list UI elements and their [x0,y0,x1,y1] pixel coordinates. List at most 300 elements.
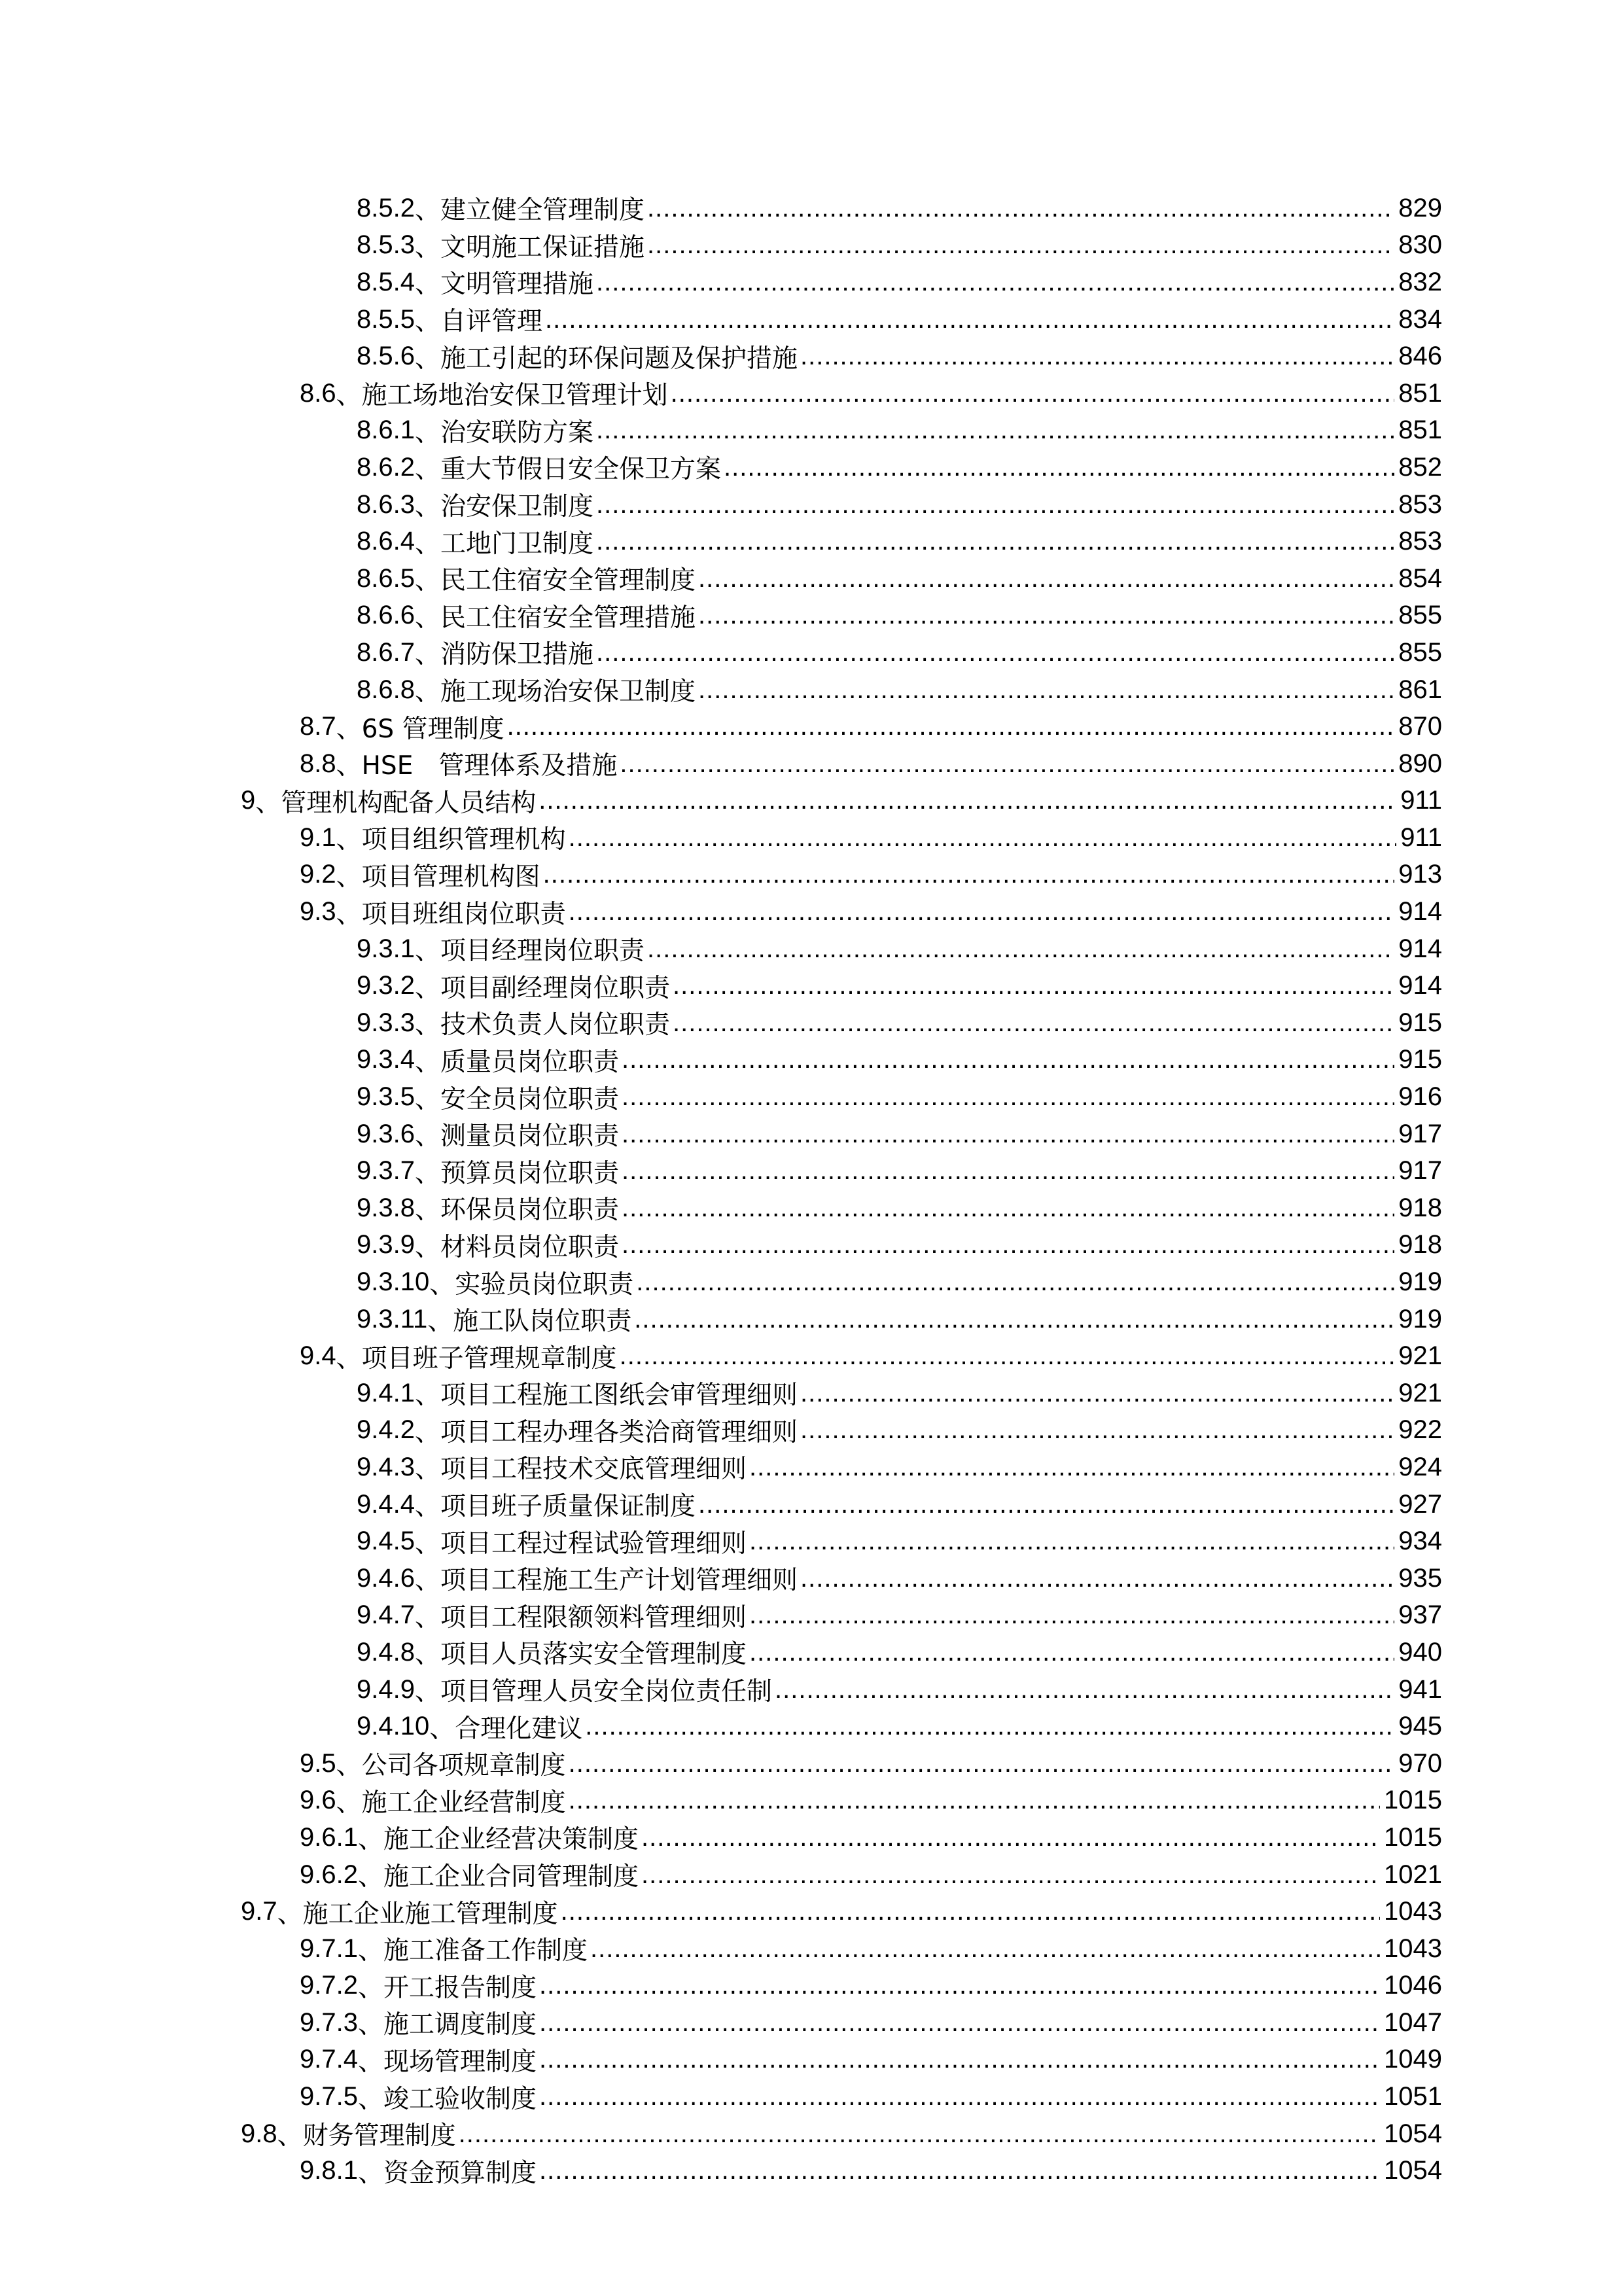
toc-entry[interactable] [0,1671,1624,1708]
toc-dot-leader [749,1527,1394,1556]
toc-entry[interactable] [0,1968,1624,2005]
toc-entry-number: 9.3.3 [357,1008,415,1037]
toc-entry-page-number: 853 [1398,489,1442,519]
toc-entry-line [357,1634,1624,1670]
toc-entry-line [357,1079,1624,1116]
toc-entry[interactable] [0,1782,1624,1820]
toc-entry-line [357,190,1624,226]
toc-entry[interactable] [0,1301,1624,1338]
toc-entry-title: 、项目人员落实安全管理制度 [414,1640,747,1670]
toc-entry-page-number: 830 [1398,230,1442,260]
toc-dot-leader [698,1490,1394,1519]
toc-entry-page-number: 1049 [1384,2045,1442,2074]
toc-entry-page-number: 851 [1398,378,1442,408]
toc-entry-title: 、项目副经理岗位职责 [414,973,670,1003]
toc-entry-number: 8.6.6 [357,601,415,630]
toc-entry-page-number: 846 [1398,342,1442,371]
toc-entry-page-number: 861 [1398,675,1442,704]
toc-entry-number: 9.3.2 [357,971,415,1000]
toc-entry-page-number: 917 [1398,1156,1442,1186]
toc-entry-number: 8.6.2 [357,452,415,482]
toc-entry[interactable] [0,375,1624,412]
toc-entry-title: 、施工现场治安保卫制度 [414,677,696,707]
toc-entry[interactable] [0,301,1624,338]
toc-dot-leader [749,1453,1394,1482]
toc-entry[interactable] [0,634,1624,671]
toc-dot-leader [590,1934,1380,1964]
toc-dot-leader [641,1860,1380,1890]
toc-entry-title: 、项目班子质量保证制度 [414,1492,696,1522]
toc-entry-page-number: 919 [1398,1267,1442,1297]
toc-dot-leader [647,934,1394,964]
toc-entry[interactable] [0,857,1624,894]
toc-entry-line [357,1153,1624,1190]
toc-entry-title: 、HSE 管理体系及措施 [336,751,618,781]
toc-entry-page-number: 1043 [1384,1897,1442,1926]
toc-entry-number: 8.6.3 [357,489,415,519]
toc-entry-page-number: 870 [1398,712,1442,741]
toc-entry[interactable] [0,745,1624,783]
toc-entry-number: 9.7.2 [300,1971,358,2000]
toc-entry-page-number: 1015 [1384,1822,1442,1852]
toc-dot-leader [596,490,1394,520]
toc-entry-title: 、项目管理人员安全岗位责任制 [414,1677,772,1707]
toc-entry-page-number: 855 [1398,637,1442,667]
toc-entry-line [357,227,1624,264]
toc-entry-line [300,894,1624,930]
toc-entry-title: 、项目工程技术交底管理细则 [414,1455,747,1485]
toc-entry-title: 、治安保卫制度 [414,492,593,522]
toc-entry[interactable] [0,1486,1624,1523]
toc-entry-title: 、施工准备工作制度 [357,1936,588,1966]
toc-dot-leader [698,675,1394,705]
toc-entry-number: 8.6.1 [357,415,415,445]
toc-entry-number: 9.8.1 [300,2156,358,2185]
toc-entry-page-number: 915 [1398,1008,1442,1037]
toc-entry[interactable] [0,2041,1624,2079]
toc-entry-title: 、技术负责人岗位职责 [414,1010,670,1040]
toc-entry-page-number: 922 [1398,1415,1442,1445]
toc-entry[interactable] [0,1337,1624,1375]
toc-entry-number: 9.4.6 [357,1563,415,1593]
toc-entry-line [357,1301,1624,1337]
toc-entry-page-number: 937 [1398,1600,1442,1630]
toc-entry-number: 8.5.6 [357,342,415,371]
toc-entry-title: 、自评管理 [414,307,542,337]
toc-entry-number: 9.7.4 [300,2045,358,2074]
toc-entry-number: 9.3 [300,897,336,927]
toc-dot-leader [634,1305,1394,1334]
toc-entry-title: 、民工住宿安全管理措施 [414,603,696,633]
toc-entry-number: 8.6.5 [357,563,415,593]
toc-entry[interactable] [0,1152,1624,1190]
toc-entry-title: 、合理化建议 [429,1714,583,1744]
toc-entry-number: 9.4.2 [357,1415,415,1445]
toc-entry-line [357,930,1624,967]
toc-entry-line [300,1968,1624,2004]
toc-entry[interactable] [0,1930,1624,1968]
toc-entry-number: 9.3.11 [357,1304,428,1333]
toc-dot-leader [538,786,1396,815]
toc-entry-title: 、项目工程施工生产计划管理细则 [414,1566,798,1596]
toc-dot-leader [749,1638,1394,1667]
toc-entry-line [300,1930,1624,1967]
toc-entry[interactable] [0,1856,1624,1894]
toc-entry-line [357,968,1624,1004]
toc-dot-leader [698,601,1394,630]
toc-entry-title: 、施工引起的环保问题及保护措施 [414,344,798,374]
toc-dot-leader [620,749,1394,779]
toc-dot-leader [622,1082,1394,1112]
toc-entry[interactable] [0,264,1624,301]
toc-dot-leader [622,1230,1394,1260]
toc-dot-leader [800,1564,1394,1593]
toc-entry-page-number: 1043 [1384,1934,1442,1963]
toc-entry-title: 、安全员岗位职责 [414,1084,619,1114]
toc-entry[interactable] [0,486,1624,523]
toc-entry[interactable] [0,1523,1624,1560]
toc-entry-page-number: 1047 [1384,2007,1442,2037]
toc-entry-number: 8.6 [300,378,336,408]
toc-entry-page-number: 915 [1398,1045,1442,1074]
toc-entry-number: 9.4 [300,1341,336,1371]
toc-entry-title: 、项目班子管理规章制度 [336,1343,617,1373]
toc-entry-line [300,745,1624,782]
toc-entry-line [300,1856,1624,1893]
toc-entry-line [300,2153,1624,2189]
toc-dot-leader [698,564,1394,593]
toc-entry-title: 、质量员岗位职责 [414,1047,619,1077]
toc-entry-page-number: 1021 [1384,1860,1442,1889]
toc-dot-leader [539,2156,1380,2185]
toc-entry-number: 8.6.4 [357,527,415,556]
toc-entry[interactable] [0,1597,1624,1634]
toc-entry[interactable] [0,597,1624,635]
toc-dot-leader [543,860,1395,889]
toc-entry-line [300,1782,1624,1819]
toc-entry-title: 、重大节假日安全保卫方案 [414,455,721,485]
toc-entry-line [357,634,1624,671]
toc-dot-leader [800,1415,1394,1445]
toc-entry-number: 9.3.4 [357,1045,415,1074]
toc-entry[interactable] [0,1004,1624,1042]
toc-entry[interactable] [0,1263,1624,1301]
toc-entry-title: 、6S 管理制度 [336,714,504,744]
toc-dot-leader [641,1823,1380,1852]
toc-dot-leader [800,342,1394,371]
toc-entry[interactable] [0,783,1624,820]
toc-entry[interactable] [0,1042,1624,1079]
toc-entry-page-number: 941 [1398,1674,1442,1704]
toc-entry-number: 9.3.10 [357,1267,430,1297]
toc-dot-leader [585,1712,1394,1741]
toc-entry-number: 9.4.4 [357,1489,415,1519]
toc-entry[interactable] [0,523,1624,560]
toc-entry-page-number: 919 [1398,1304,1442,1333]
toc-entry-page-number: 890 [1398,749,1442,778]
toc-entry-number: 9.4.5 [357,1527,415,1556]
toc-entry-number: 9.4.7 [357,1600,415,1630]
toc-entry-line [300,2004,1624,2041]
toc-entry-number: 9.3.7 [357,1156,415,1186]
toc-dot-leader [749,1600,1394,1630]
toc-entry-number: 8.5.5 [357,304,415,334]
toc-entry-title: 、竣工验收制度 [357,2084,537,2114]
toc-entry-number: 9 [241,786,256,815]
toc-entry[interactable] [0,190,1624,227]
toc-entry-number: 9.7.1 [300,1934,358,1963]
toc-dot-leader [569,897,1395,927]
toc-entry-page-number: 1046 [1384,1971,1442,2000]
toc-entry-line [357,1597,1624,1634]
toc-entry-page-number: 935 [1398,1563,1442,1593]
toc-entry-page-number: 829 [1398,193,1442,222]
toc-entry-line [357,486,1624,523]
toc-entry-title: 、施工企业经营制度 [336,1788,566,1818]
toc-dot-leader [620,1341,1395,1371]
toc-entry-page-number: 1054 [1384,2156,1442,2185]
toc-dot-leader [539,1971,1380,2000]
toc-entry-line [357,1227,1624,1263]
toc-entry[interactable] [0,930,1624,968]
toc-entry-number: 9.5 [300,1748,336,1778]
toc-entry-page-number: 911 [1400,822,1442,852]
toc-entry-title: 、施工队岗位职责 [427,1307,632,1337]
toc-entry[interactable] [0,1412,1624,1449]
toc-entry-page-number: 914 [1398,897,1442,927]
toc-entry-number: 9.6.1 [300,1822,358,1852]
toc-dot-leader [569,1749,1395,1778]
toc-entry-page-number: 940 [1398,1637,1442,1667]
toc-entry[interactable] [0,1449,1624,1486]
toc-entry[interactable] [0,1708,1624,1745]
toc-entry-page-number: 945 [1398,1712,1442,1741]
toc-dot-leader [596,638,1394,667]
toc-entry[interactable] [0,1745,1624,1782]
toc-entry-page-number: 921 [1398,1378,1442,1407]
toc-entry-line [357,1560,1624,1597]
toc-entry-line [300,709,1624,745]
toc-entry-number: 9.1 [300,822,336,852]
toc-entry-title: 、施工企业合同管理制度 [357,1862,639,1892]
toc-entry-page-number: 853 [1398,527,1442,556]
toc-entry-title: 、治安联防方案 [414,417,593,448]
toc-entry-line [357,1004,1624,1041]
toc-dot-leader [539,2045,1380,2074]
toc-entry[interactable] [0,1634,1624,1671]
toc-entry[interactable] [0,338,1624,375]
toc-entry-number: 9.4.8 [357,1637,415,1667]
toc-entry[interactable] [0,1190,1624,1227]
toc-entry-page-number: 852 [1398,452,1442,482]
toc-entry[interactable] [0,1893,1624,1930]
toc-entry-title: 、资金预算制度 [357,2158,537,2188]
toc-entry-line [300,2079,1624,2115]
toc-entry-page-number: 914 [1398,934,1442,963]
toc-entry[interactable] [0,2078,1624,2115]
toc-entry-page-number: 914 [1398,971,1442,1000]
toc-entry-number: 9.4.10 [357,1712,430,1741]
toc-dot-leader [569,823,1397,853]
toc-entry-line [357,1412,1624,1449]
toc-entry-number: 9.8 [241,2119,277,2148]
toc-dot-leader [673,971,1394,1000]
toc-entry-number: 9.6 [300,1786,336,1815]
toc-entry-number: 9.7.3 [300,2007,358,2037]
toc-entry-page-number: 851 [1398,415,1442,445]
toc-entry[interactable] [0,449,1624,486]
toc-entry-page-number: 918 [1398,1193,1442,1222]
toc-dot-leader [724,453,1394,482]
toc-entry-page-number: 921 [1398,1341,1442,1371]
toc-dot-leader [800,1379,1394,1408]
toc-entry-title: 、项目工程过程试验管理细则 [414,1528,747,1559]
toc-entry[interactable] [0,1116,1624,1153]
toc-entry-line [300,2041,1624,2078]
toc-entry-title: 、施工场地治安保卫管理计划 [336,381,668,411]
toc-entry-line [357,1042,1624,1078]
toc-entry[interactable] [0,227,1624,264]
toc-entry-page-number: 1051 [1384,2082,1442,2111]
toc-entry-number: 9.4.9 [357,1674,415,1704]
toc-dot-leader [647,194,1394,223]
toc-entry-title: 、项目经理岗位职责 [414,936,644,966]
toc-entry[interactable] [0,2004,1624,2041]
toc-entry-page-number: 934 [1398,1527,1442,1556]
toc-entry-line [357,597,1624,634]
toc-dot-leader [539,2082,1380,2111]
toc-entry-title: 、工地门卫制度 [414,529,593,559]
toc-entry[interactable] [0,1819,1624,1856]
toc-entry-title: 、民工住宿安全管理制度 [414,566,696,596]
toc-entry[interactable] [0,560,1624,597]
toc-entry-line [357,1116,1624,1152]
toc-entry-number: 8.6.7 [357,637,415,667]
toc-entry-line [357,671,1624,708]
toc-entry[interactable] [0,967,1624,1004]
toc-entry[interactable] [0,708,1624,745]
toc-dot-leader [636,1267,1394,1297]
toc-dot-leader [622,1193,1394,1223]
toc-entry-number: 8.5.4 [357,267,415,296]
toc-entry-page-number: 970 [1398,1748,1442,1778]
toc-entry-page-number: 855 [1398,601,1442,630]
toc-entry-page-number: 854 [1398,563,1442,593]
toc-entry-line [357,1375,1624,1411]
toc-entry[interactable] [0,412,1624,450]
toc-entry[interactable] [0,1560,1624,1597]
toc-entry-title: 、项目工程限额领料管理细则 [414,1602,747,1633]
toc-dot-leader [622,1120,1394,1149]
toc-dot-leader [569,1786,1380,1815]
toc-entry[interactable] [0,2115,1624,2153]
toc-entry-title: 、材料员岗位职责 [414,1232,619,1262]
toc-entry-line [357,523,1624,560]
toc-entry-title: 、项目管理机构图 [336,862,540,892]
toc-entry-number: 9.4.3 [357,1452,415,1481]
toc-entry-line [300,1745,1624,1782]
toc-entry-number: 9.3.6 [357,1119,415,1148]
toc-entry[interactable] [0,1078,1624,1116]
toc-entry-title: 、实验员岗位职责 [429,1269,634,1299]
toc-entry-number: 9.7 [241,1897,277,1926]
toc-entry-title: 、预算员岗位职责 [414,1158,619,1188]
toc-entry-line [357,1486,1624,1523]
toc-entry[interactable] [0,2152,1624,2189]
toc-dot-leader [561,1897,1380,1926]
toc-entry-page-number: 832 [1398,267,1442,296]
toc-entry-line [357,301,1624,338]
toc-entry-line [241,2115,1624,2152]
toc-entry-number: 9.4.1 [357,1378,415,1407]
toc-entry-number: 9.3.1 [357,934,415,963]
toc-entry-title: 、环保员岗位职责 [414,1195,619,1226]
toc-entry-number: 9.3.9 [357,1230,415,1260]
toc-entry-line [300,857,1624,893]
table-of-contents [0,190,1624,2189]
toc-entry-number: 9.6.2 [300,1860,358,1889]
toc-dot-leader [622,1156,1394,1186]
toc-entry[interactable] [0,1227,1624,1264]
toc-entry-number: 8.5.3 [357,230,415,260]
toc-entry-title: 、开工报告制度 [357,1973,537,2003]
toc-entry-page-number: 834 [1398,304,1442,334]
toc-entry-number: 9.3.8 [357,1193,415,1222]
toc-entry[interactable] [0,1375,1624,1412]
toc-entry-title: 、项目工程施工图纸会审管理细则 [414,1381,798,1411]
toc-dot-leader [775,1675,1394,1704]
toc-entry-title: 、项目工程办理各类洽商管理细则 [414,1417,798,1447]
toc-dot-leader [596,527,1394,556]
toc-entry-title: 、项目组织管理机构 [336,825,566,855]
toc-entry-number: 9.7.5 [300,2082,358,2111]
toc-dot-leader [596,415,1394,445]
toc-entry-title: 、公司各项规章制度 [336,1751,566,1781]
toc-dot-leader [545,305,1394,334]
toc-entry-page-number: 1054 [1384,2119,1442,2148]
toc-entry-title: 、文明施工保证措施 [414,232,644,262]
toc-entry-line [357,1264,1624,1301]
toc-entry-line [357,264,1624,300]
toc-dot-leader [647,230,1394,260]
toc-entry-page-number: 917 [1398,1119,1442,1148]
toc-entry-line [357,338,1624,375]
toc-entry-line [357,1523,1624,1560]
toc-entry-line [357,449,1624,486]
toc-entry-title: 、文明管理措施 [414,270,593,300]
toc-entry-title: 、财务管理制度 [277,2121,456,2151]
toc-entry[interactable] [0,893,1624,930]
toc-entry-title: 、现场管理制度 [357,2047,537,2077]
toc-entry-number: 9.3.5 [357,1082,415,1112]
toc-entry[interactable] [0,671,1624,709]
toc-entry-line [357,560,1624,597]
toc-dot-leader [539,2008,1380,2038]
toc-entry-line [300,1338,1624,1375]
toc-entry-line [300,375,1624,412]
toc-dot-leader [671,379,1395,408]
toc-entry-title: 、管理机构配备人员结构 [255,788,537,818]
toc-dot-leader [507,712,1395,741]
toc-entry-title: 、施工企业施工管理制度 [277,1899,558,1929]
toc-entry-page-number: 911 [1400,786,1442,815]
toc-entry-page-number: 918 [1398,1230,1442,1260]
toc-entry-line [241,783,1624,819]
toc-entry-line [357,1190,1624,1226]
toc-entry[interactable] [0,819,1624,857]
toc-dot-leader [459,2119,1380,2149]
toc-entry-title: 、项目班组岗位职责 [336,899,566,929]
